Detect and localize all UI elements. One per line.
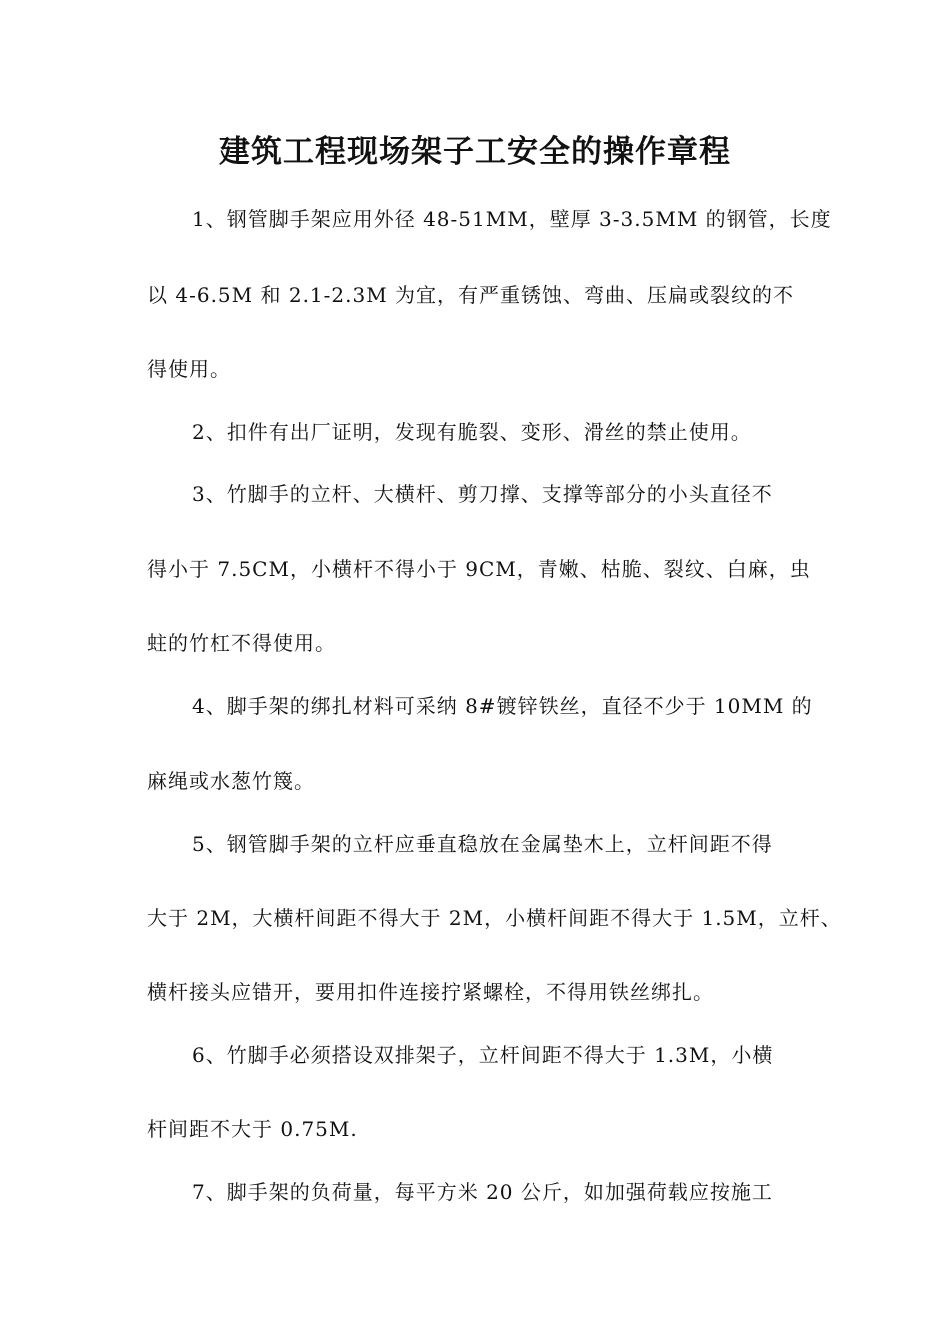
paragraph-1-line-1: 1、钢管脚手架应用外径 48-51MM，壁厚 3-3.5MM 的钢管，长度 (192, 207, 832, 231)
paragraph-3-line-3: 蛀的竹杠不得使用。 (147, 631, 336, 655)
paragraph-4-line-2: 麻绳或水葱竹篾。 (147, 769, 315, 793)
paragraph-3-line-2: 得小于 7.5CM，小横杆不得小于 9CM，青嫩、枯脆、裂纹、白麻，虫 (147, 557, 811, 581)
paragraph-5-line-3: 横杆接头应错开，要用扣件连接拧紧螺栓，不得用铁丝绑扎。 (147, 980, 714, 1004)
paragraph-4-line-1: 4、脚手架的绑扎材料可采纳 8#镀锌铁丝，直径不少于 10MM 的 (192, 694, 813, 718)
document-title: 建筑工程现场架子工安全的操作章程 (219, 134, 731, 170)
paragraph-7-line-1: 7、脚手架的负荷量，每平方米 20 公斤，如加强荷载应按施工 (192, 1180, 773, 1204)
paragraph-3-line-1: 3、竹脚手的立杆、大横杆、剪刀撑、支撑等部分的小头直径不 (192, 482, 773, 506)
paragraph-5-line-1: 5、钢管脚手架的立杆应垂直稳放在金属垫木上，立杆间距不得 (192, 832, 773, 856)
paragraph-6-line-2: 杆间距不大于 0.75M. (147, 1117, 358, 1141)
paragraph-5-line-2: 大于 2M，大横杆间距不得大于 2M，小横杆间距不得大于 1.5M，立杆、 (147, 906, 842, 930)
paragraph-2-line-1: 2、扣件有出厂证明，发现有脆裂、变形、滑丝的禁止使用。 (192, 420, 752, 444)
paragraph-1-line-2: 以 4-6.5M 和 2.1-2.3M 为宜，有严重锈蚀、弯曲、压扁或裂纹的不 (147, 283, 795, 307)
paragraph-6-line-1: 6、竹脚手必须搭设双排架子，立杆间距不得大于 1.3M，小横 (192, 1043, 774, 1067)
paragraph-1-line-3: 得使用。 (147, 357, 231, 381)
